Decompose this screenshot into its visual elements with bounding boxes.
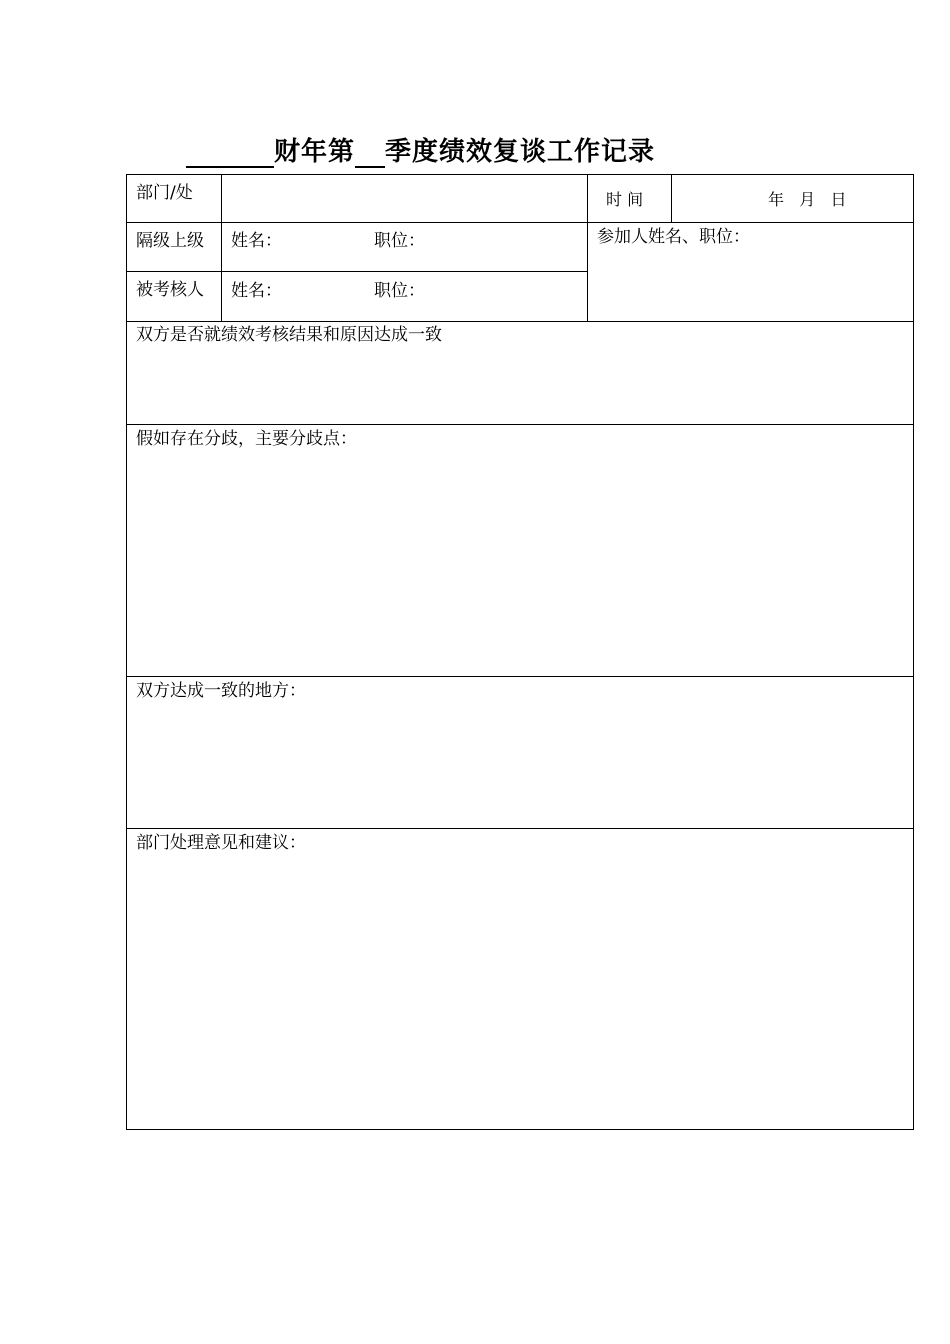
appraisee-label-cell	[126, 271, 222, 322]
appraisee-position-label: 职位：	[374, 281, 425, 301]
department-opinion-label: 部门处理意见和建议：	[136, 833, 306, 853]
supervisor-info-cell[interactable]	[221, 222, 588, 272]
document-title	[186, 134, 655, 168]
agreement-cell[interactable]	[126, 321, 914, 425]
consensus-label: 双方达成一致的地方：	[136, 681, 306, 701]
supervisor-label: 隔级上级	[136, 231, 204, 251]
appraisee-info-cell[interactable]	[221, 271, 588, 322]
date-cell[interactable]	[671, 174, 914, 223]
supervisor-name-label: 姓名：	[231, 231, 282, 251]
time-label-cell	[587, 174, 672, 223]
department-label: 部门/处	[136, 183, 193, 203]
appraisee-label: 被考核人	[136, 280, 204, 300]
review-record-form	[126, 174, 914, 1130]
supervisor-position-label: 职位：	[374, 231, 425, 251]
fiscal-year-blank[interactable]	[186, 138, 274, 168]
date-placeholder: 年 月 日	[768, 190, 847, 209]
participants-cell[interactable]	[587, 222, 914, 322]
supervisor-label-cell	[126, 222, 222, 272]
title-part-2: 季度绩效复谈工作记录	[385, 137, 656, 167]
appraisee-name-label: 姓名：	[231, 281, 282, 301]
participants-label: 参加人姓名、职位：	[597, 227, 750, 247]
disagreement-cell[interactable]	[126, 424, 914, 677]
agreement-question: 双方是否就绩效考核结果和原因达成一致	[136, 325, 442, 345]
department-opinion-cell[interactable]	[126, 828, 914, 1130]
department-label-cell	[126, 174, 222, 223]
consensus-cell[interactable]	[126, 676, 914, 829]
disagreement-label: 假如存在分歧，主要分歧点：	[136, 429, 357, 449]
quarter-blank[interactable]	[355, 138, 385, 168]
time-label: 时 间	[606, 190, 644, 209]
title-part-1: 财年第	[274, 137, 356, 167]
department-value-cell[interactable]	[221, 174, 588, 223]
